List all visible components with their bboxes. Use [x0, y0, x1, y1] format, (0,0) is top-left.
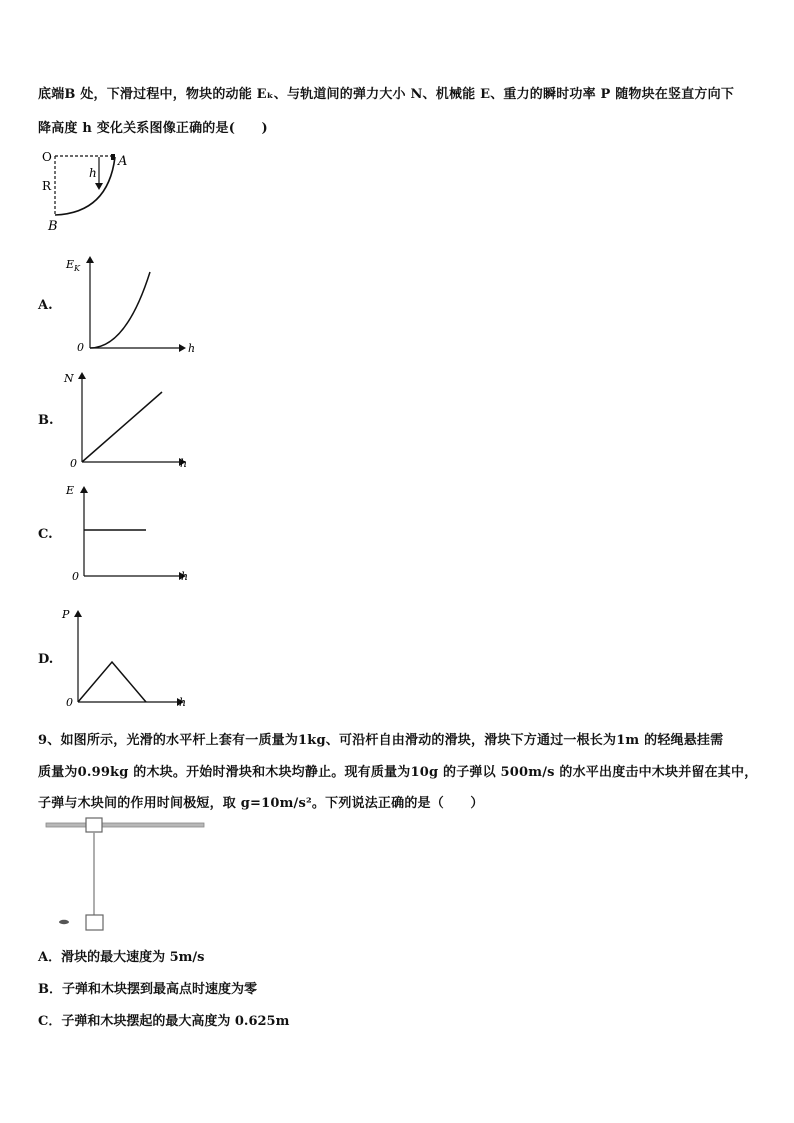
- option-b-xlabel: h: [180, 457, 188, 470]
- q9-option-b: B．子弹和木块摆到最高点时速度为零: [38, 982, 257, 997]
- option-c-origin: 0: [72, 570, 79, 583]
- q8-text-line-1: 底端B 处，下滑过程中，物块的动能 Eₖ、与轨道间的弹力大小 N、机械能 E、重力的瞬时功率 P 随物块在竖直方向下: [38, 87, 735, 102]
- option-b-letter: B.: [38, 413, 54, 428]
- option-d-letter: D.: [38, 652, 54, 667]
- label-R: R: [42, 179, 52, 193]
- slider: [86, 818, 102, 832]
- option-a-ysub: K: [74, 264, 80, 273]
- p-triangle: [78, 662, 146, 702]
- option-d-graph: [54, 604, 194, 714]
- option-b-graph: [54, 366, 194, 476]
- option-c-graph: [56, 480, 196, 590]
- block: [111, 154, 115, 160]
- option-b-ylabel: N: [64, 372, 74, 385]
- q9-option-a: A．滑块的最大速度为 5m/s: [38, 950, 205, 965]
- q8-text-line-2: 降高度 h 变化关系图像正确的是( ): [38, 121, 268, 136]
- option-d-xlabel: h: [179, 696, 187, 709]
- wooden-block: [86, 915, 103, 930]
- option-b-origin: 0: [70, 457, 77, 470]
- q9-text-line-3: 子弹与木块间的作用时间极短，取 g=10m/s²。下列说法正确的是（ ）: [38, 796, 484, 811]
- track-figure: [38, 145, 138, 235]
- option-c-letter: C.: [38, 527, 53, 542]
- q9-option-c: C．子弹和木块摆起的最大高度为 0.625m: [38, 1014, 290, 1029]
- n-line: [82, 392, 162, 462]
- horizontal-rod: [46, 823, 204, 827]
- option-d-ylabel: P: [62, 608, 70, 621]
- option-d-origin: 0: [66, 696, 73, 709]
- q9-text-line-2: 质量为0.99kg 的木块。开始时滑块和木块均静止。现有质量为10g 的子弹以 500m/s 的水平出度击中木块并留在其中，: [38, 765, 758, 780]
- bullet: [59, 920, 69, 924]
- label-A: A: [118, 154, 128, 169]
- option-a-graph: [60, 252, 200, 362]
- option-a-ylabel: E: [66, 258, 75, 271]
- slider-pendulum-figure: [44, 815, 214, 935]
- label-h: h: [89, 166, 97, 180]
- option-a-origin: 0: [77, 341, 84, 354]
- option-a-xlabel: h: [188, 342, 196, 355]
- option-c-ylabel: E: [66, 484, 75, 497]
- q9-text-line-1: 9、如图所示，光滑的水平杆上套有一质量为1kg、可沿杆自由滑动的滑块，滑块下方通过一根长为1m 的轻绳悬挂需: [38, 733, 724, 748]
- label-O: O: [42, 150, 52, 164]
- h-arrow-head: [95, 183, 103, 190]
- option-a-letter: A.: [38, 298, 53, 313]
- option-c-xlabel: h: [181, 570, 189, 583]
- label-B: B: [48, 219, 58, 234]
- ek-curve: [90, 272, 150, 348]
- quarter-circle-track: [55, 157, 115, 215]
